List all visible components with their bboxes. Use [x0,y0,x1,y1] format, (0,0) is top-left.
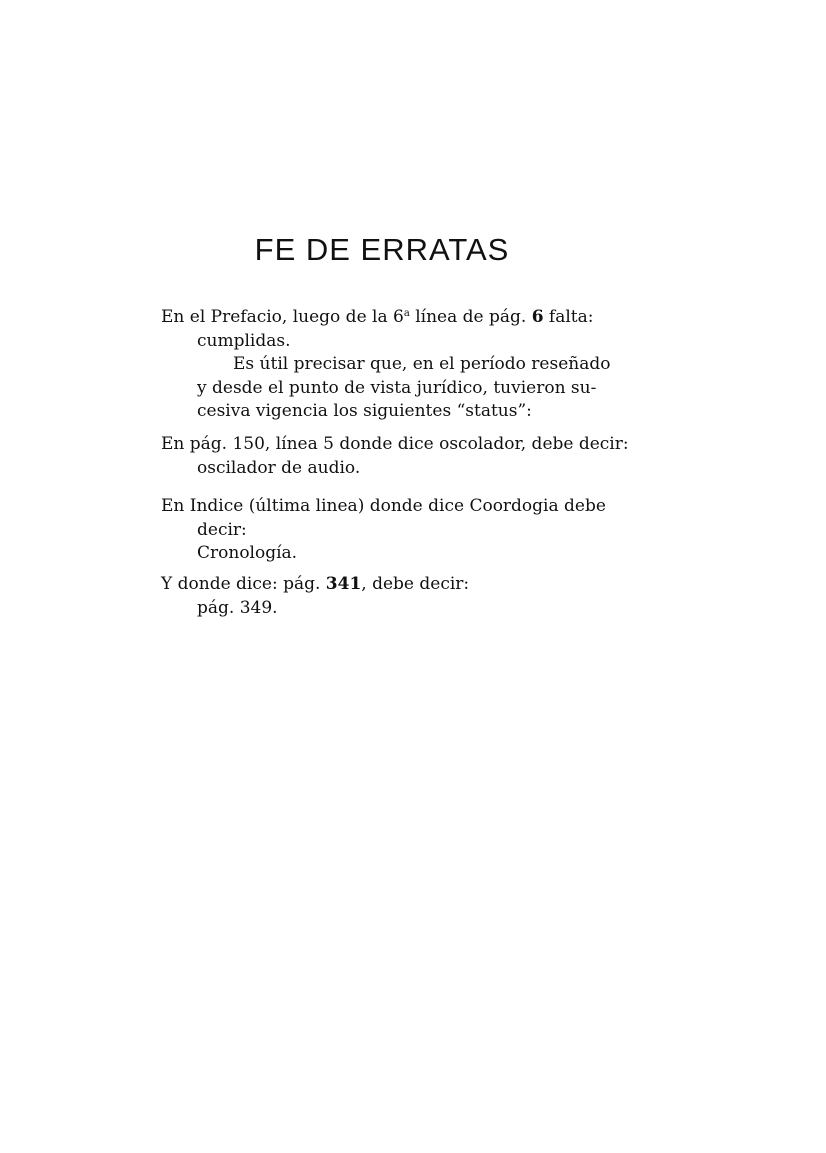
errata-line: En Indice (última linea) donde dice Coordogia debe [161,496,606,516]
errata-line: y desde el punto de vista jurídico, tuvieron su- [197,377,597,398]
errata-line: decir: [197,519,247,540]
errata-line: oscilador de audio. [197,457,361,478]
superscript: a [403,308,410,319]
errata-entry-pag-341 [161,573,639,620]
errata-line: Y donde dice: pág. 341, debe decir: [161,574,470,594]
errata-line: En pág. 150, línea 5 donde dice oscolador, debe decir: [161,434,629,454]
errata-line: Es útil precisar que, en el período reseñado [233,354,611,374]
errata-entry-pag-150 [161,433,639,480]
errata-line: cumplidas. [197,330,291,351]
page-title: FE DE ERRATAS [254,232,510,267]
errata-line: Cronología. [197,543,298,563]
errata-entry-prefacio [161,302,639,424]
errata-entry-indice [161,495,639,566]
errata-line: pág. 349. [197,597,278,618]
errata-line: En el Prefacio, luego de la 6$^a$ línea de pág. 6 falta: [161,307,594,327]
errata-line: cesiva vigencia los siguientes “status”: [197,401,532,421]
